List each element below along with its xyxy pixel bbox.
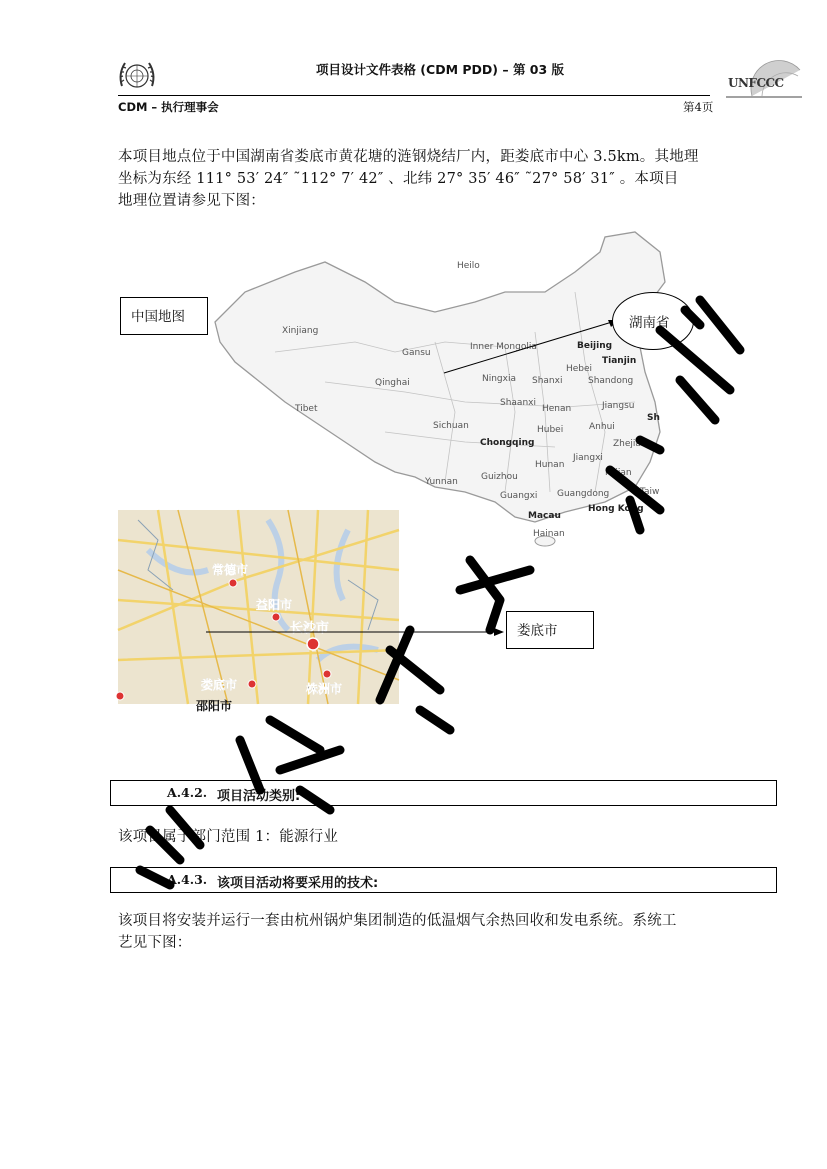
header-left-label: CDM – 执行理事会 (118, 100, 219, 114)
svg-text:Shandong: Shandong (588, 376, 634, 386)
svg-text:Jiangsu: Jiangsu (602, 401, 635, 411)
svg-text:Shanxi: Shanxi (532, 376, 563, 386)
loudi-callout-box (506, 611, 594, 649)
intro-line-3: 地理位置请参见下图： (118, 193, 265, 209)
a443-paragraph (118, 910, 778, 954)
svg-text:Hebei: Hebei (566, 364, 593, 374)
section-a442-number: A.4.2. (167, 785, 208, 800)
svg-text:Hainan: Hainan (533, 529, 565, 539)
svg-text:Fujian: Fujian (605, 468, 632, 478)
city-label-shaoyang: 邵阳市 (196, 699, 233, 713)
city-label-yiyang: 益阳市 (256, 598, 293, 612)
svg-text:Hubei: Hubei (537, 425, 564, 435)
svg-text:Hunan: Hunan (535, 460, 565, 470)
a443-line-1: 该项目将安装并运行一套由杭州锅炉集团制造的低温烟气余热回收和发电系统。系统工 (118, 913, 677, 929)
un-emblem-icon (116, 56, 158, 96)
svg-text:Taiw: Taiw (640, 487, 660, 497)
unfccc-wordmark: UNFCCC (728, 76, 784, 90)
city-label-changde: 常德市 (212, 563, 249, 577)
svg-text:Shaanxi: Shaanxi (500, 398, 536, 408)
svg-text:Chongqing: Chongqing (480, 438, 535, 448)
svg-text:Tibet: Tibet (295, 404, 318, 414)
svg-text:Heilo: Heilo (457, 261, 480, 271)
intro-line-2: 坐标为东经 111° 53′ 24″ ˜112° 7′ 42″ 、北纬 27° 35′ 46″ ˜27° 58′ 31″ 。本项目 (118, 171, 679, 187)
hunan-callout-label: 湖南省 (629, 315, 670, 331)
svg-text:Guangxi: Guangxi (500, 491, 538, 501)
svg-text:Jiangxi: Jiangxi (573, 453, 603, 463)
hunan-callout (612, 292, 694, 350)
city-label-changsha: 长沙市 (290, 621, 330, 636)
section-a443-heading (110, 867, 777, 893)
section-a443-number: A.4.3. (167, 872, 208, 887)
svg-text:Yunnan: Yunnan (425, 477, 458, 487)
unfccc-logo (722, 60, 802, 100)
page-number: 第4页 (683, 100, 714, 114)
section-a443-label: 该项目活动将要采用的技术: (217, 876, 379, 891)
svg-text:Xinjiang: Xinjiang (282, 326, 319, 336)
svg-text:Qinghai: Qinghai (375, 378, 410, 388)
loudi-callout-label: 娄底市 (517, 623, 558, 639)
svg-text:Beijing: Beijing (577, 341, 613, 351)
svg-text:Sichuan: Sichuan (433, 421, 469, 431)
china-map-caption: 中国地图 (131, 309, 185, 325)
a442-text: 该项目属于部门范围 1：能源行业 (118, 829, 339, 845)
header-divider (118, 95, 710, 96)
svg-text:Macau: Macau (528, 511, 561, 521)
svg-text:Hong Kong: Hong Kong (588, 504, 644, 514)
svg-text:Tianjin: Tianjin (602, 356, 637, 366)
svg-text:Zhejiang: Zhejiang (613, 439, 653, 449)
city-label-loudi: 娄底市 (201, 678, 238, 692)
svg-text:Anhui: Anhui (589, 422, 615, 432)
china-map-caption-box (120, 297, 208, 335)
svg-text:Inner Mongolia: Inner Mongolia (470, 342, 537, 352)
section-a442-label: 项目活动类别: (217, 789, 301, 804)
a443-line-2: 艺见下图： (118, 935, 192, 951)
intro-paragraph (118, 146, 778, 212)
svg-text:Sh: Sh (647, 413, 660, 423)
svg-text:Guangdong: Guangdong (557, 489, 610, 499)
hunan-map (118, 510, 399, 713)
header-title: 项目设计文件表格 (CDM PDD) – 第 03 版 (315, 62, 565, 77)
section-a442-heading (110, 780, 777, 806)
loudi-arrow (200, 620, 510, 640)
city-label-zhuzhou: 株洲市 (306, 682, 343, 696)
svg-text:Gansu: Gansu (402, 348, 431, 358)
svg-text:Ningxia: Ningxia (482, 374, 516, 384)
intro-line-1: 本项目地点位于中国湖南省娄底市黄花塘的涟钢烧结厂内，距娄底市中心 3.5km。其地理 (118, 149, 699, 165)
un-emblem-logo (116, 56, 158, 96)
svg-text:Henan: Henan (542, 404, 572, 414)
svg-text:Guizhou: Guizhou (481, 472, 518, 482)
